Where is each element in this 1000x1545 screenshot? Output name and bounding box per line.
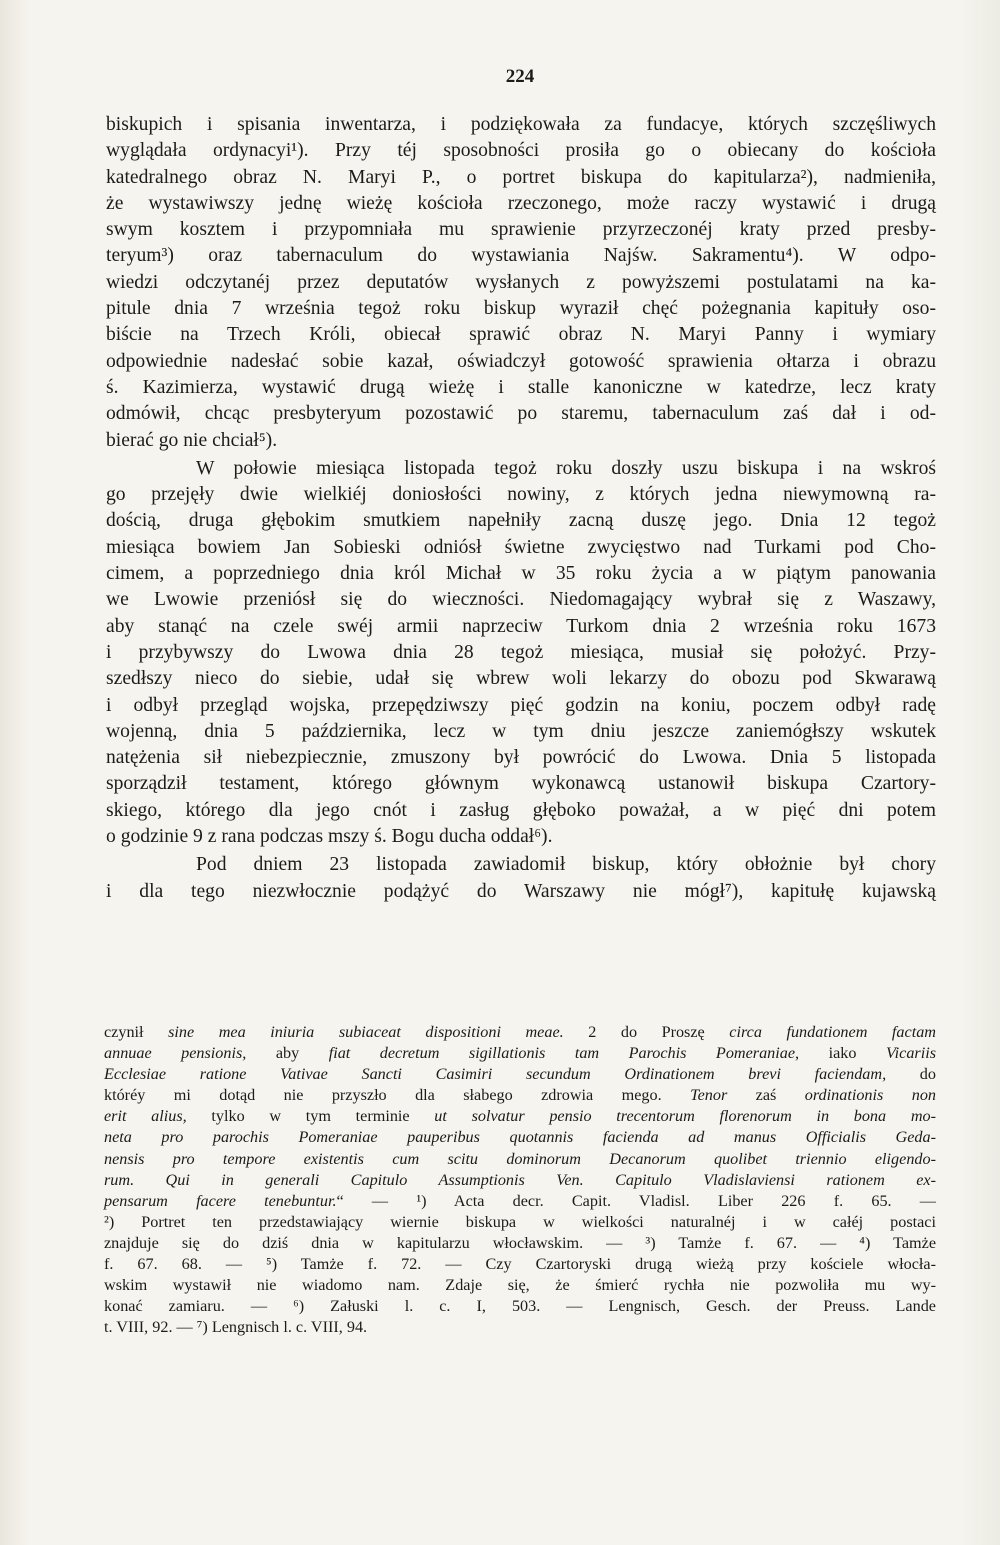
text-line: natężenia sił niebezpiecznie, zmuszony był powrócić do Lwowa. Dnia 5 listopada [106, 747, 936, 769]
text-line: katedralnego obraz N. Maryi P., o portret biskupa do kapitularza²), nadmieniła, [106, 166, 936, 188]
text-line: i odbył przegląd wojska, przepędziwszy pięć godzin na koniu, poczem odbył radę [106, 694, 936, 716]
text-line: Pod dniem 23 listopada zawiadomił biskup, który obłożnie był chory [196, 854, 936, 876]
text-line: o godzinie 9 z rana podczas mszy ś. Bogu ducha oddał⁶). [106, 826, 553, 848]
footnote-line: pensarum facere tenebuntur.“ — ¹) Acta decr. Capit. Vladisl. Liber 226 f. 65. — [104, 1191, 936, 1210]
footnote-line: wskim wystawił nie wiadomo nam. Zdaje się, że śmierć rychła nie pozwoliła mu wy- [104, 1276, 936, 1295]
text-line: pitule dnia 7 września tegoż roku biskup wyraził chęć pożegnania kapituły oso- [106, 298, 936, 320]
footnote-line: nensis pro tempore existentis cum scitu dominorum Decanorum quolibet triennio eligendo- [104, 1149, 936, 1168]
text-line: biskupich i spisania inwentarza, i podziękowała za fundacye, których szczęśliwych [106, 114, 936, 135]
main-text [106, 112, 936, 905]
footnote-line: t. VIII, 92. — ⁷) Lengnisch l. c. VIII, 94. [104, 1318, 368, 1337]
text-line: swym kosztem i przypomniała mu sprawienie przyrzeczonéj kraty przed presby- [106, 219, 936, 241]
text-line: szedłszy nieco do siebie, udał się wbrew woli lekarzy do obozu pod Skwarawą [106, 668, 936, 690]
footnote-line: annuae pensionis, aby fiat decretum sigillationis tam Parochis Pomeraniae, iako Vicariis [104, 1044, 937, 1063]
text-line: biście na Trzech Króli, obiecał sprawić obraz N. Maryi Panny i wymiary [106, 324, 936, 346]
text-line: miesiąca bowiem Jan Sobieski odniósł świetne zwycięstwo nad Turkami pod Cho- [106, 536, 936, 558]
text-line: aby stanąć na czele swéj armii naprzeciw Turkom dnia 2 września roku 1673 [106, 615, 936, 637]
footnote-line: Ecclesiae ratione Vativae Sancti Casimiri secundum Ordinationem brevi faciendam, do [104, 1065, 936, 1084]
text-line: ś. Kazimierza, wystawić drugą wieżę i stalle kanoniczne w katedrze, lecz kraty [106, 376, 936, 398]
footnote-line: konać zamiaru. — ⁶) Załuski l. c. I, 503. — Lengnisch, Gesch. der Preuss. Lande [104, 1297, 936, 1316]
text-line: że wystawiwszy jednę wieżę kościoła rzeczonego, może raczy wystawić i drugą [106, 192, 936, 214]
text-line: odpowiednie nadesłać sobie kazał, oświadczył gotowość sprawienia ołtarza i obrazu [106, 350, 936, 372]
footnote-line: ²) Portret ten przedstawiający wiernie biskupa w wielkości naturalnéj i w całéj postaci [104, 1212, 936, 1231]
text-line: wojenną, dnia 5 października, lecz w tym dniu jeszcze zaniemógłszy wskutek [106, 720, 936, 742]
text-line: dością, druga głębokim smutkiem napełniły zacną duszę jego. Dnia 12 tegoż [106, 510, 936, 532]
text-line: we Lwowie przeniósł się do wieczności. Niedomagający wybrał się z Waszawy, [106, 589, 936, 611]
page-number: 224 [505, 66, 535, 87]
footnote-line: erit alius, tylko w tym terminie ut solvatur pensio trecentorum florenorum in bona mo- [104, 1107, 936, 1126]
text-line: bierać go nie chciał⁵). [106, 429, 278, 451]
footnotes [104, 1022, 936, 1338]
text-line: teryum³) oraz tabernaculum do wystawiania Najśw. Sakramentu⁴). W odpo- [106, 245, 936, 267]
text-line: wiedzi odczytanéj przez deputatów wysłanych z powyższemi postulatami na ka- [106, 271, 936, 293]
text-line: go przejęły dwie wielkiéj doniosłości nowiny, z których jedna niewymowną ra- [106, 484, 936, 506]
text-line: i przybywszy do Lwowa dnia 28 tegoż miesiąca, musiał się położyć. Przy- [106, 641, 936, 663]
text-line: sporządził testament, którego głównym wykonawcą ustanowił biskupa Czartory- [106, 773, 936, 795]
text-line: wyglądała ordynacyi¹). Przy téj sposobności prosiła go o obiecany do kościoła [106, 140, 936, 162]
text-line: skiego, którego dla jego cnót i zasług głęboko poważał, a w pięć dni potem [106, 799, 936, 821]
footnote-line: któréy mi dotąd nie przyszło dla słabego zdrowia mego. Tenor zaś ordinationis non [104, 1086, 937, 1105]
text-line: odmówił, chcąc presbyteryum pozostawić po staremu, tabernaculum zaś dał i od- [106, 403, 936, 425]
footnote-line: neta pro parochis Pomeraniae pauperibus quotannis facienda ad manus Officialis Geda- [104, 1128, 936, 1147]
footnote-line: znajduje się do dziś dnia w kapitularzu włocławskim. — ³) Tamże f. 67. — ⁴) Tamże [104, 1233, 936, 1252]
text-line: cimem, a poprzedniego dnia król Michał w 35 roku życia a w piątym panowania [106, 563, 936, 585]
footnote-line: czynił sine mea iniuria subiaceat dispositioni meae. 2 do Proszę circa fundationem factam [104, 1023, 936, 1041]
footnote-line: f. 67. 68. — ⁵) Tamże f. 72. — Czy Czartoryski drugą wieżą przy kościele włocła- [104, 1255, 936, 1274]
footnote-line: rum. Qui in generali Capitulo Assumptionis Ven. Capitulo Vladislaviensi rationem ex- [104, 1170, 936, 1189]
text-line: i dla tego niezwłocznie podążyć do Warszawy nie mógł⁷), kapitułę kujawską [106, 880, 936, 902]
text-line: W połowie miesiąca listopada tegoż roku doszły uszu biskupa i na wskroś [196, 457, 936, 479]
